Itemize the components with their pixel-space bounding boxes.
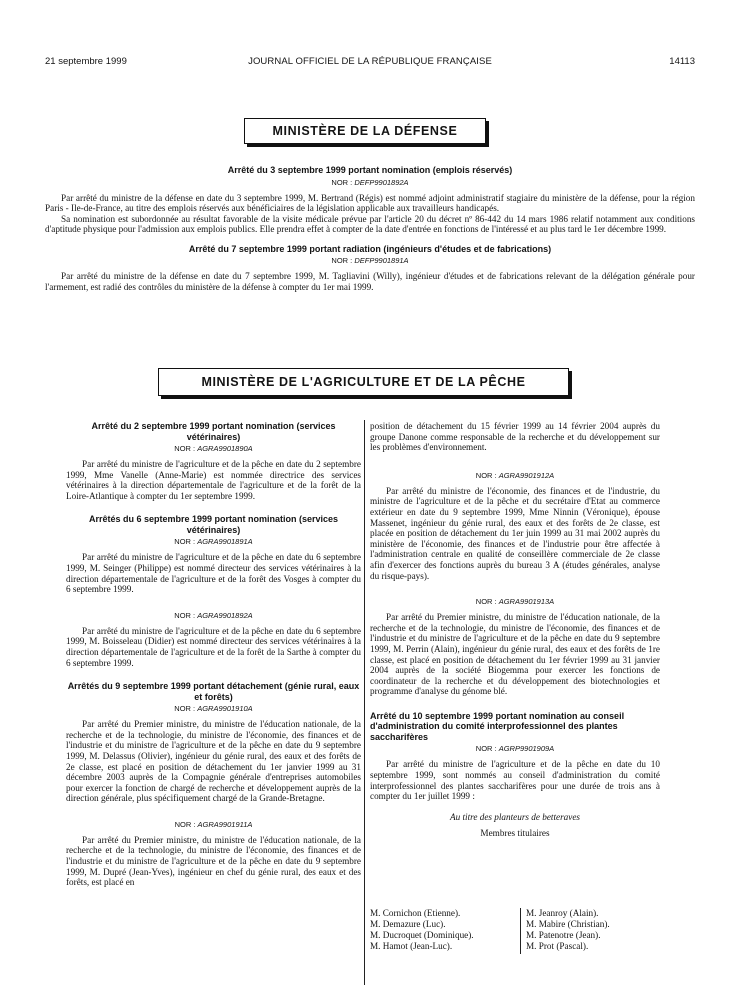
right-column [370,421,660,838]
member-name: M. Mabire (Christian). [526,919,610,929]
members-column-right [520,908,610,954]
arrete-paragraph: Par arrêté du ministre de la défense en date du 3 septembre 1999, M. Bertrand (Régis) est nommé adjoint administratif stagiaire du ministère de la défense, pour la région Paris - Ile-de-France, au titre des emplois réservés aux bénéficiaires de la législation applicable aux travailleurs handicapés. [45,192,695,214]
arrete-title: Arrêtés du 6 septembre 1999 portant nomination (services vétérinaires) [88,514,339,535]
member-name: M. Hamot (Jean-Luc). [370,941,453,951]
nor-reference: NOR : AGRA9901892A [174,610,253,620]
nor-reference: NOR : DEFP9901891A [331,256,409,266]
arrete-paragraph: Par arrêté du ministre de la défense en date du 7 septembre 1999, M. Tagliavini (Willy), ingénieur d'études et de fabrications relevant de la délégation générale pour l'armement, est radié des contrôles du ministère de la défense à compter du 1er mai 1999. [45,271,695,292]
header-page-number: 14113 [669,56,695,67]
member-name: M. Ducroquet (Dominique). [370,930,474,940]
column-divider [364,420,365,985]
running-header [45,56,695,70]
nor-reference: NOR : AGRA9901913A [475,597,555,607]
defense-section [45,165,695,293]
nor-reference: NOR : DEFP9901892A [331,177,409,187]
member-name: M. Demazure (Luc). [370,919,446,929]
member-name: M. Patenotre (Jean). [526,930,601,940]
member-name: M. Prot (Pascal). [526,941,589,951]
ministry-heading-agriculture: MINISTÈRE DE L'AGRICULTURE ET DE LA PÊCHE [158,368,569,396]
nor-reference: NOR : AGRA9901891A [174,537,253,547]
arrete-paragraph: Par arrêté du ministre de l'agriculture et de la pêche en date du 6 septembre 1999, M. Boisseleau (Didier) est nommé directeur des services vétérinaires à la direction départementale de l'agriculture et de la forêt de la Sarthe à compter du 6 septembre 1999. [66,625,361,668]
ministry-heading-defense: MINISTÈRE DE LA DÉFENSE [244,118,486,144]
arrete-paragraph: Sa nomination est subordonnée au résultat favorable de la visite médicale prévue par l'article 20 du décret nº 86-442 du 14 mars 1986 relatif notamment aux conditions d'aptitude physique pour l'admission aux emplois publics. Elle prendra effet à compter de la date d'entrée en fonctions de l'intéressé et au plus tard le 1er décembre 1999. [45,213,695,235]
arrete-title: Arrêtés du 9 septembre 1999 portant détachement (génie rural, eaux et forêts) [67,681,360,702]
subsection-heading: Au titre des planteurs de betteraves [449,811,581,822]
arrete-paragraph: Par arrêté du ministre de l'agriculture et de la pêche en date du 2 septembre 1999, Mme Vanelle (Anne-Marie) est nommée directrice des services vétérinaires à la direction départementale de l'agriculture et de la forêt de la Loire-Atlantique à compter du 1er septembre 1999. [66,459,361,501]
nor-reference: NOR : AGRA9901911A [174,819,253,829]
member-name: M. Cornichon (Etienne). [370,908,461,918]
arrete-paragraph: Par arrêté du Premier ministre, du ministre de l'éducation nationale, de la recherche et de la technologie, du ministre de l'économie, des finances et de l'industrie et du ministre de l'agriculture et de la pêche en date du 9 septembre 1999, M. Delassus (Olivier), ingénieur du génie rural, des eaux et des forêts de 2e classe, est placé en position de détachement du 1er janvier 1999 au 31 décembre 2003 auprès de la Compagnie générale d'entreprises automobiles pour exercer la fonction de chargé de recherche et développement auprès de la direction générale, plus spécifiquement chargé de la Grande-Bretagne. [66,719,361,804]
left-column [66,421,361,888]
member-name: M. Jeanroy (Alain). [526,908,599,918]
members-column-left [370,908,474,952]
arrete-title: Arrêté du 2 septembre 1999 portant nomination (services vétérinaires) [91,421,336,442]
nor-reference: NOR : AGRA9901912A [475,470,555,480]
nor-reference: NOR : AGRA9901910A [174,704,253,714]
arrete-paragraph-continued: position de détachement du 15 février 1999 au 14 février 2004 auprès du groupe Danone comme responsable de la recherche et du développement sur les problèmes d'environnement. [370,421,660,453]
arrete-title: Arrêté du 10 septembre 1999 portant nomination au conseil d'administration du comité interprofessionnel des plantes saccharifères [370,710,625,742]
arrete-title: Arrêté du 3 septembre 1999 portant nomination (emplois réservés) [227,165,513,175]
members-heading: Membres titulaires [480,827,550,838]
header-date: 21 septembre 1999 [45,56,127,67]
arrete-paragraph: Par arrêté du ministre de l'économie, des finances et de l'industrie, du ministre de l'agriculture et de la pêche et du secrétaire d'Etat au commerce extérieur en date du 9 septembre 1999, Mme Ninnin (Véronique), épouse Massenet, ingénieur du génie rural, des eaux et des forêts de 2e classe, est placée en position de détachement du 1er juin 1999 au 31 mai 2002 auprès du ministère de l'économie, des finances et de l'industrie pour être affectée à l'administration centrale en qualité de conseillère commerciale de 2e classe afin d'exercer des fonctions auprès du bureau 3 A (études générales, analyse du risque-pays). [370,485,660,581]
arrete-paragraph: Par arrêté du ministre de l'agriculture et de la pêche en date du 6 septembre 1999, M. Seinger (Philippe) est nommé directeur des services vétérinaires à la direction départementale de l'agriculture et de la forêt des Vosges à compter du 6 septembre 1999. [66,552,361,595]
nor-reference: NOR : AGRA9901890A [174,444,253,453]
nor-reference: NOR : AGRP9901909A [475,744,555,754]
arrete-title: Arrêté du 7 septembre 1999 portant radiation (ingénieurs d'études et de fabrications) [188,243,552,254]
members-list [370,908,660,988]
arrete-paragraph: Par arrêté du ministre de l'agriculture et de la pêche en date du 10 septembre 1999, sont nommés au conseil d'administration du comité interprofessionnel des plantes saccharifères pour une durée de trois ans à compter du 1er juillet 1999 : [370,759,660,802]
arrete-paragraph: Par arrêté du Premier ministre, du ministre de l'éducation nationale, de la recherche et de la technologie, du ministre de l'économie, des finances et de l'industrie et du ministre de l'agriculture et de la pêche en date du 9 septembre 1999, M. Perrin (Alain), ingénieur du génie rural, des eaux et des forêts de 1re classe, est placé en position de détachement du 1er février 1999 au 31 janvier 2004 auprès de la société Biogemma pour exercer les fonctions de coordinateur de la recherche et du développement des biotechnologies et programme d'analyse du génome blé. [370,612,660,697]
header-journal-title: JOURNAL OFFICIEL DE LA RÉPUBLIQUE FRANÇAISE [248,56,492,67]
arrete-paragraph: Par arrêté du Premier ministre, du ministre de l'éducation nationale, de la recherche et de la technologie, du ministre de l'économie, des finances et de l'industrie et du ministre de l'agriculture et de la pêche en date du 9 septembre 1999, M. Dupré (Jean-Yves), ingénieur en chef du génie rural, des eaux et des forêts, est placé en [66,834,361,888]
